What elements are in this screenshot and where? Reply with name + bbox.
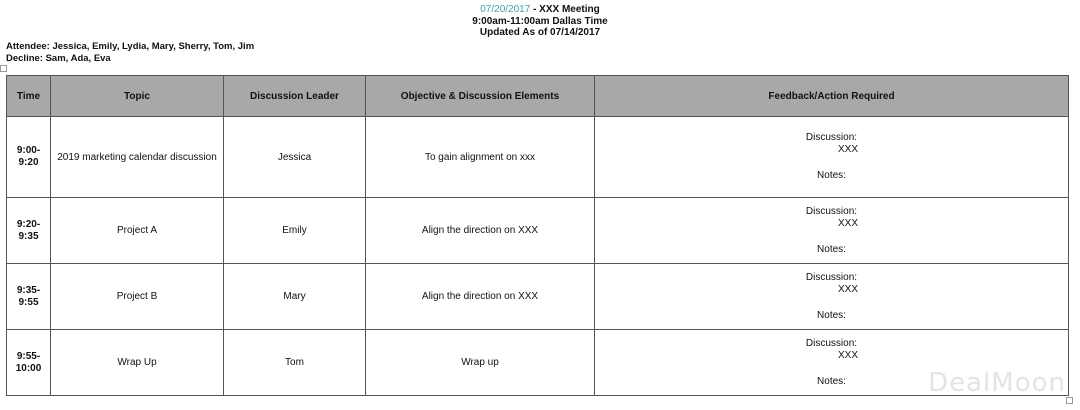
discussion-value: XXX — [837, 144, 858, 155]
notes-label: Notes: — [817, 170, 846, 181]
objective-cell: Wrap up — [366, 330, 595, 396]
objective-cell: Align the direction on XXX — [366, 264, 595, 330]
updated-date: Updated As of 07/14/2017 — [479, 27, 601, 38]
leader-cell: Emily — [224, 198, 366, 264]
table-header-row — [7, 76, 1069, 117]
topic-cell: Project B — [51, 264, 224, 330]
time-cell — [7, 198, 51, 264]
notes-label: Notes: — [817, 243, 846, 255]
table-move-handle-icon[interactable] — [0, 65, 7, 72]
objective-cell: Align the direction on XXX — [366, 198, 595, 264]
topic-cell: Project A — [51, 198, 224, 264]
time-end: 9:20 — [18, 157, 39, 168]
time-end: 9:55 — [18, 296, 39, 308]
time-end: 9:35 — [18, 230, 39, 242]
feedback-cell — [595, 264, 1069, 330]
discussion-label: Discussion: — [805, 205, 858, 217]
meeting-time: 9:00am-11:00am Dallas Time — [472, 15, 608, 27]
leader-cell: Jessica — [224, 117, 366, 198]
table-row — [7, 198, 1069, 264]
agenda-table — [6, 75, 1069, 396]
time-cell — [7, 117, 51, 198]
time-end: 10:00 — [15, 362, 42, 374]
notes-label: Notes: — [817, 309, 846, 321]
time-start: 9:20- — [16, 218, 41, 230]
column-header-topic: Topic — [51, 76, 224, 117]
meeting-title-line — [0, 4, 1080, 16]
discussion-label: Discussion: — [805, 337, 858, 349]
time-start: 9:00- — [16, 145, 41, 156]
feedback-cell — [595, 198, 1069, 264]
topic-cell: Wrap Up — [51, 330, 224, 396]
watermark-logo: DealMoon — [928, 368, 1066, 398]
column-header-leader: Discussion Leader — [224, 76, 366, 117]
table-row — [7, 330, 1069, 396]
table-row — [7, 264, 1069, 330]
column-header-objective: Objective & Discussion Elements — [366, 76, 595, 117]
time-cell — [7, 264, 51, 330]
decline-line: Decline: Sam, Ada, Eva — [6, 53, 111, 64]
leader-cell: Tom — [224, 330, 366, 396]
discussion-value: XXX — [837, 349, 858, 361]
leader-cell: Mary — [224, 264, 366, 330]
topic-cell: 2019 marketing calendar discussion — [51, 117, 224, 198]
discussion-label: Discussion: — [805, 271, 858, 283]
feedback-cell — [595, 117, 1069, 198]
notes-label: Notes: — [817, 375, 846, 387]
time-cell — [7, 330, 51, 396]
column-header-time: Time — [7, 76, 51, 117]
time-start: 9:35- — [16, 284, 41, 296]
objective-cell: To gain alignment on xxx — [366, 117, 595, 198]
meeting-title: - XXX Meeting — [530, 4, 600, 15]
time-start: 9:55- — [16, 350, 41, 362]
attendee-line: Attendee: Jessica, Emily, Lydia, Mary, Sherry, Tom, Jim — [6, 41, 255, 52]
document-header — [0, 4, 1080, 39]
discussion-value: XXX — [837, 283, 858, 295]
column-header-feedback: Feedback/Action Required — [595, 76, 1069, 117]
discussion-value: XXX — [837, 217, 858, 229]
discussion-label: Discussion: — [805, 132, 858, 143]
table-resize-handle-icon[interactable] — [1066, 397, 1073, 404]
meeting-date: 07/20/2017 — [480, 4, 531, 15]
table-row — [7, 117, 1069, 198]
